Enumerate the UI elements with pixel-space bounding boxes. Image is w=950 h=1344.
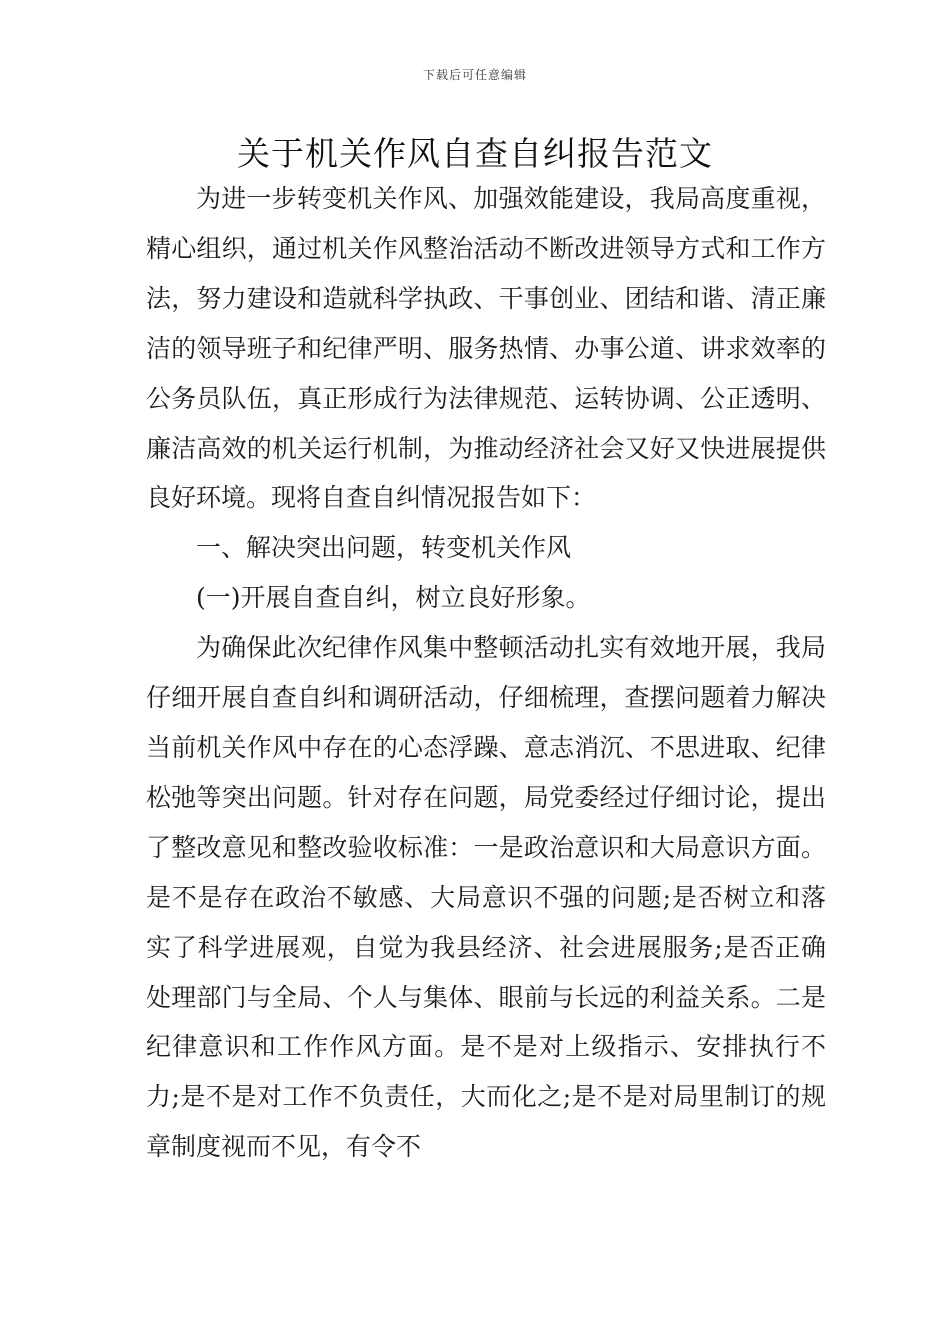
section-heading: 一、解决突出问题，转变机关作风 (196, 533, 572, 563)
subsection-heading: (一)开展自查自纠，树立良好形象。 (196, 583, 591, 613)
body-paragraph: 为确保此次纪律作风集中整顿活动扎实有效地开展，我局仔细开展自查自纠和调研活动，仔细梳理，查摆问题着力解决当前机关作风中存在的心态浮躁、意志消沉、不思进取、纪律松弛等突出问题。针对存在问题，局党委经过仔细讨论，提出了整改意见和整改验收标准：一是政治意识和大局意识方面。是不是存在政治不敏感、大局意识不强的问题;是否树立和落实了科学进展观，自觉为我县经济、社会进展服务;是否正确处理部门与全局、个人与集体、眼前与长远的利益关系。二是纪律意识和工作作风方面。是不是对上级指示、安排执行不力;是不是对工作不负责任，大而化之;是不是对局里制订的规章制度视而不见，有令不 (146, 633, 826, 1162)
header-note: 下载后可任意编辑 (422, 68, 527, 82)
document-body (146, 174, 826, 1172)
document-title: 关于机关作风自查自纠报告范文 (237, 134, 713, 173)
intro-paragraph: 为进一步转变机关作风、加强效能建设，我局高度重视，精心组织，通过机关作风整治活动不断改进领导方式和工作方法，努力建设和造就科学执政、干事创业、团结和谐、清正廉洁的领导班子和纪律严明、服务热情、办事公道、讲求效率的公务员队伍，真正形成行为法律规范、运转协调、公正透明、廉洁高效的机关运行机制，为推动经济社会又好又快进展提供良好环境。现将自查自纠情况报告如下： (146, 184, 826, 513)
